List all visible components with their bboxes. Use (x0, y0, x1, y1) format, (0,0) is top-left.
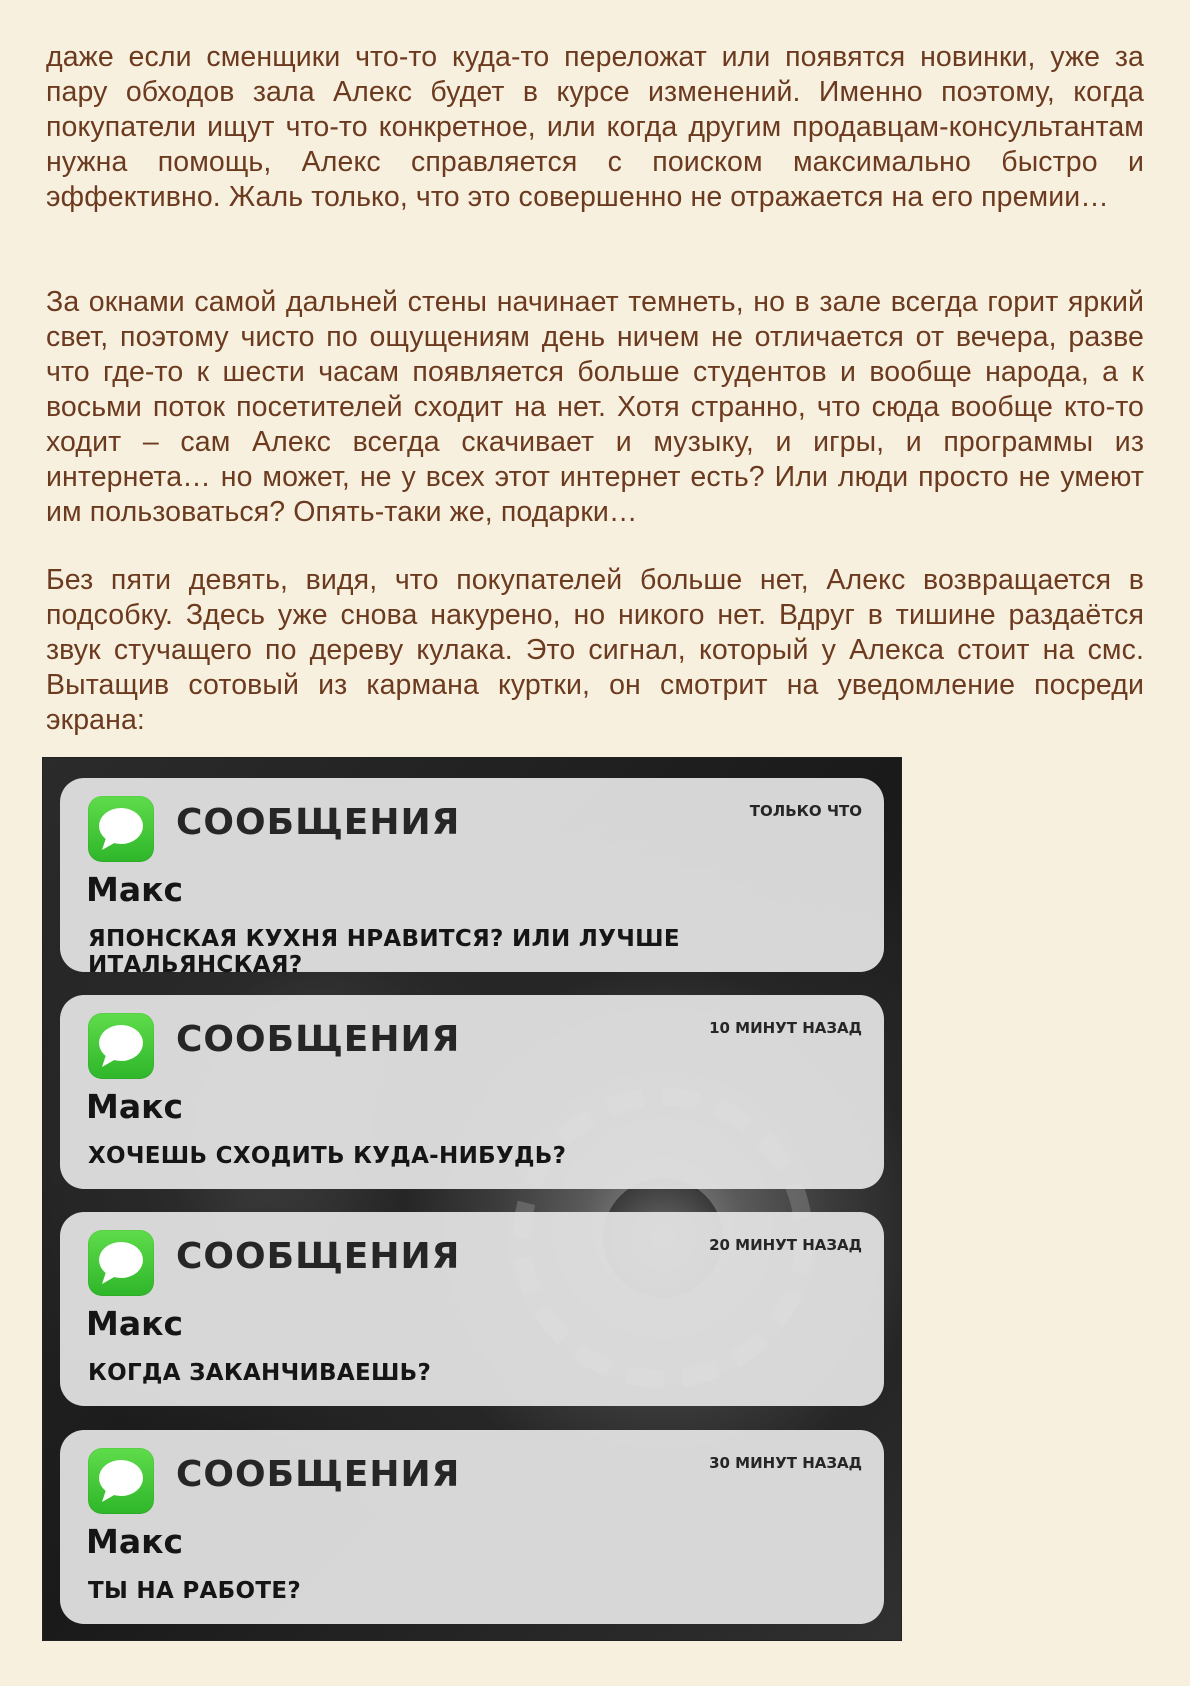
paragraph-3: Без пяти девять, видя, что покупателей больше нет, Алекс возвращается в подсобку. Здесь уже снова накурено, но никого нет. Вдруг в тишине раздаётся звук стучащего по дереву кулака. Это сигнал, который у Алекса стоит на смс. Вытащив сотовый из кармана куртки, он смотрит на уведомление посреди экрана: (46, 564, 1144, 736)
notification-app-name: СООБЩЕНИЯ (176, 1019, 461, 1060)
phone-notifications-image (43, 758, 901, 1640)
notification-sender: Макс (86, 1522, 184, 1561)
speech-bubble-icon (88, 1013, 154, 1079)
notification-1[interactable] (60, 778, 884, 978)
notification-sender: Макс (86, 1087, 184, 1126)
notification-message: ТЫ НА РАБОТЕ? (88, 1578, 301, 1604)
notification-time: 30 МИНУТ НАЗАД (709, 1454, 862, 1472)
notification-time: ТОЛЬКО ЧТО (749, 802, 862, 820)
notification-4[interactable] (60, 1430, 884, 1624)
speech-bubble-icon (88, 796, 154, 862)
notification-sender: Макс (86, 1304, 184, 1343)
speech-bubble-icon (88, 1230, 154, 1296)
notification-message: ХОЧЕШЬ СХОДИТЬ КУДА-НИБУДЬ? (88, 1143, 567, 1169)
notification-2[interactable] (60, 995, 884, 1189)
notification-app-name: СООБЩЕНИЯ (176, 1454, 461, 1495)
notification-sender: Макс (86, 870, 184, 909)
notification-time: 10 МИНУТ НАЗАД (709, 1019, 862, 1037)
notification-3[interactable] (60, 1212, 884, 1406)
notification-time: 20 МИНУТ НАЗАД (709, 1236, 862, 1254)
notification-message: КОГДА ЗАКАНЧИВАЕШЬ? (88, 1360, 432, 1386)
notification-app-name: СООБЩЕНИЯ (176, 1236, 461, 1277)
notification-app-name: СООБЩЕНИЯ (176, 802, 461, 843)
notification-message: ЯПОНСКАЯ КУХНЯ НРАВИТСЯ? ИЛИ ЛУЧШЕ ИТАЛЬЯНСКАЯ? (88, 926, 680, 978)
speech-bubble-icon (88, 1448, 154, 1514)
paragraph-1: даже если сменщики что-то куда-то переложат или появятся новинки, уже за пару обходов зала Алекс будет в курсе изменений. Именно поэтому, когда покупатели ищут что-то конкретное, или когда другим продавцам-консультантам нужна помощь, Алекс справляется с поиском максимально быстро и эффективно. Жаль только, что это совершенно не отражается на его премии… (46, 41, 1144, 213)
paragraph-2: За окнами самой дальней стены начинает темнеть, но в зале всегда горит яркий свет, поэтому чисто по ощущениям день ничем не отличается от вечера, разве что где-то к шести часам появляется больше студентов и вообще народа, а к восьми поток посетителей сходит на нет. Хотя странно, что сюда вообще кто-то ходит – сам Алекс всегда скачивает и музыку, и игры, и программы из интернета… но может, не у всех этот интернет есть? Или люди просто не умеют им пользоваться? Опять-таки же, подарки… (46, 286, 1144, 528)
